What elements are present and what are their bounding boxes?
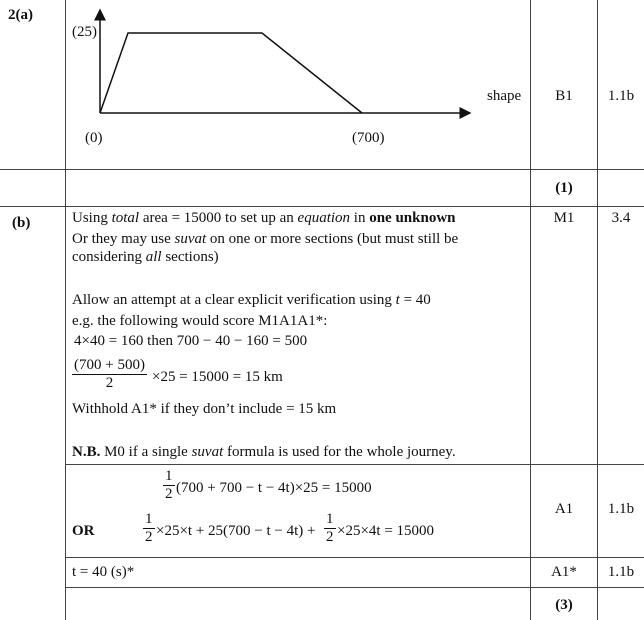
row-divider-4 [65,557,644,558]
eq1-rest: (700 + 700 − t − 4t)×25 = 15000 [176,480,372,496]
total-a: (1) [555,180,573,196]
guidance-line-1: Using total area = 15000 to set up an equation in one unknown [72,210,456,226]
eq1-half-fraction: $\frac{1}{2}$ [165,468,173,502]
result-line: t = 40 (s)* [72,564,135,580]
total-b: (3) [555,597,573,613]
ao-a1: 1.1b [607,501,635,517]
x-end-label: (700) [352,130,385,146]
or-label: OR [72,523,95,539]
row-divider-3 [65,464,644,465]
guidance-line-9: N.B. M0 if a single suvat formula is used for the whole journey. [72,444,456,460]
velocity-time-sketch [65,0,485,160]
mark-a1: A1 [554,501,574,517]
verification-rest: ×25 = 15000 = 15 km [152,369,283,385]
mark-a1-star: A1* [551,564,577,580]
question-label-2a: 2(a) [8,7,33,23]
mark-b1: B1 [555,88,573,104]
eq2-fraction-1: $\frac{1}{2}$ [145,511,153,545]
ao-a1-star: 1.1b [607,564,635,580]
guidance-line-2: Or they may use suvat on one or more sections (but must still be [72,231,459,247]
answer-shape: shape [487,88,522,104]
question-label-b: (b) [12,215,31,231]
ao-m1: 3.4 [611,210,631,226]
y-value-label: (25) [72,24,97,40]
guidance-line-3: considering all sections) [72,249,219,265]
verification-fraction: $\frac{(700 + 500)}{2}$ [74,357,145,391]
trapezium-graph [100,33,362,113]
ao-a: 1.1b [607,88,635,104]
guidance-line-6: 4×40 = 160 then 700 − 40 − 160 = 500 [74,333,308,349]
eq2-part-2: ×25×4t = 15000 [337,523,435,539]
eq2-fraction-2: $\frac{1}{2}$ [326,511,334,545]
row-divider-2 [0,206,644,207]
guidance-line-4: Allow an attempt at a clear explicit verification using t = 40 [72,292,431,308]
origin-label: (0) [85,130,103,146]
row-divider-1 [0,169,644,170]
eq2-part-1: ×25×t + 25(700 − t − 4t) + [156,523,316,539]
guidance-line-5: e.g. the following would score M1A1A1*: [72,313,328,329]
guidance-line-8: Withhold A1* if they don’t include = 15 km [72,401,337,417]
mark-m1: M1 [553,210,575,226]
row-divider-5 [65,587,644,588]
